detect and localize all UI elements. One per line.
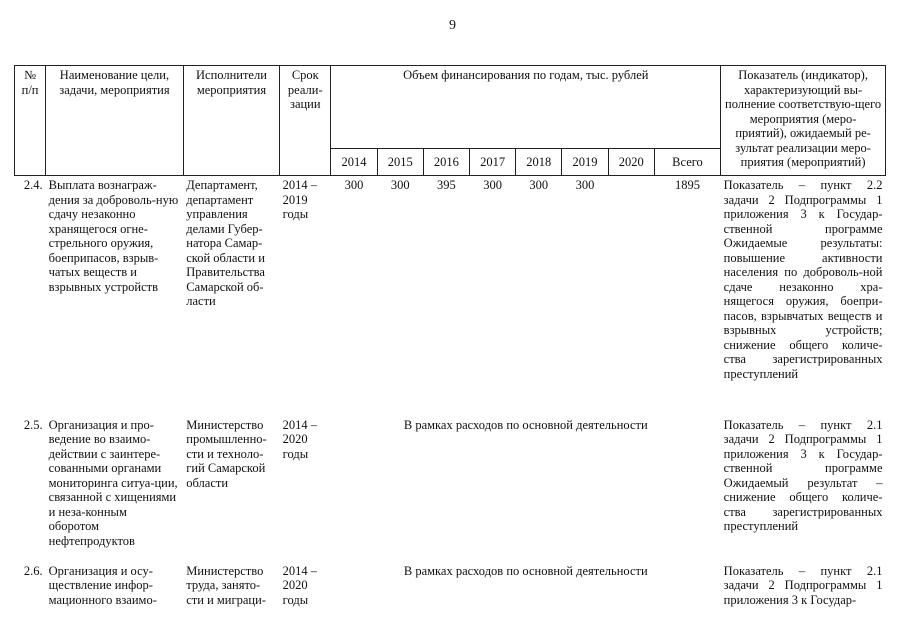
program-table <box>14 65 886 609</box>
header-num: № п/п <box>15 66 46 176</box>
value-2017: 300 <box>483 178 502 192</box>
table-row <box>15 176 886 416</box>
table-row <box>15 416 886 562</box>
header-indicator: Показатель (индикатор), характеризующий вы-полнение соответствую-щего мероприятия (меро-приятий), ожидаемый ре-зультат реализации меро-приятия (мероприятий) <box>721 66 886 176</box>
row-term: 2014 – 2020 годы <box>282 417 318 461</box>
table-header <box>15 66 886 176</box>
value-2016: 395 <box>437 178 456 192</box>
funding-note: В рамках расходов по основной деятельности <box>403 563 648 578</box>
row-number: 2.6. <box>23 563 43 578</box>
row-number: 2.4. <box>23 178 43 192</box>
header-year-2017: 2017 <box>470 148 516 176</box>
header-name: Наименование цели, задачи, мероприятия <box>46 66 184 176</box>
funding-note: В рамках расходов по основной деятельности <box>403 417 648 432</box>
value-2020 <box>608 176 654 416</box>
row-indicator: Показатель – пункт 2.2 задачи 2 Подпрограммы 1 приложения 3 к Государ-ственной программе Ожидаемые результаты: повышение активности населения по доброволь-ной сдаче незаконно хра-нящегося оружия, боепри-пасов, взрывчатых веществ и взрывных устройств; снижение общего количе-ства зарегистрированных преступлений <box>723 178 883 381</box>
row-indicator: Показатель – пункт 2.1 задачи 2 Подпрограммы 1 приложения 3 к Государ-ственной программе Ожидаемый результат – снижение общего количе-ства зарегистрированных преступлений <box>723 417 883 533</box>
header-funding: Объем финансирования по годам, тыс. рублей <box>331 66 721 149</box>
table-row <box>15 562 886 610</box>
value-2019: 300 <box>575 178 595 192</box>
value-2018: 300 <box>529 178 549 192</box>
header-year-2014: 2014 <box>331 148 377 176</box>
row-executors: Министерство промышленно-сти и техноло-гий Самарской области <box>186 417 267 490</box>
header-year-2018: 2018 <box>516 148 562 176</box>
page-number: 9 <box>449 18 456 33</box>
row-name: Выплата вознаграж-дения за доброволь-ную сдачу незаконно хранящегося огне-стрельного оружия, боеприпасов, взрыв-чатых веществ и взрывных устройств <box>48 178 179 294</box>
header-term: Срок реали-зации <box>280 66 331 176</box>
header-year-total: Всего <box>654 148 720 176</box>
row-executors: Департамент, департамент управления делами Губер-натора Самар-ской области и Правительства Самарской об-ласти <box>186 178 265 308</box>
header-year-2015: 2015 <box>377 148 423 176</box>
value-total: 1895 <box>674 178 700 192</box>
row-executors: Министерство труда, занято-сти и миграци- <box>186 563 266 607</box>
header-year-2016: 2016 <box>423 148 469 176</box>
value-2015: 300 <box>390 178 410 192</box>
row-number: 2.5. <box>23 417 43 432</box>
value-2014: 300 <box>344 178 364 192</box>
row-term: 2014 – 2020 годы <box>282 563 318 607</box>
row-indicator: Показатель – пункт 2.1 задачи 2 Подпрограммы 1 приложения 3 к Государ- <box>723 563 883 607</box>
header-executors: Исполнители мероприятия <box>183 66 279 176</box>
row-term: 2014 – 2019 годы <box>282 178 318 221</box>
row-name: Организация и осу-ществление инфор-мационного взаимо- <box>48 563 157 607</box>
header-year-2019: 2019 <box>562 148 608 176</box>
header-year-2020: 2020 <box>608 148 654 176</box>
row-name: Организация и про-ведение во взаимо-действии с заинтере-сованными органами мониторинга ситуа-ции, связанной с хищениями и неза-конным оборотом нефтепродуктов <box>48 417 178 548</box>
